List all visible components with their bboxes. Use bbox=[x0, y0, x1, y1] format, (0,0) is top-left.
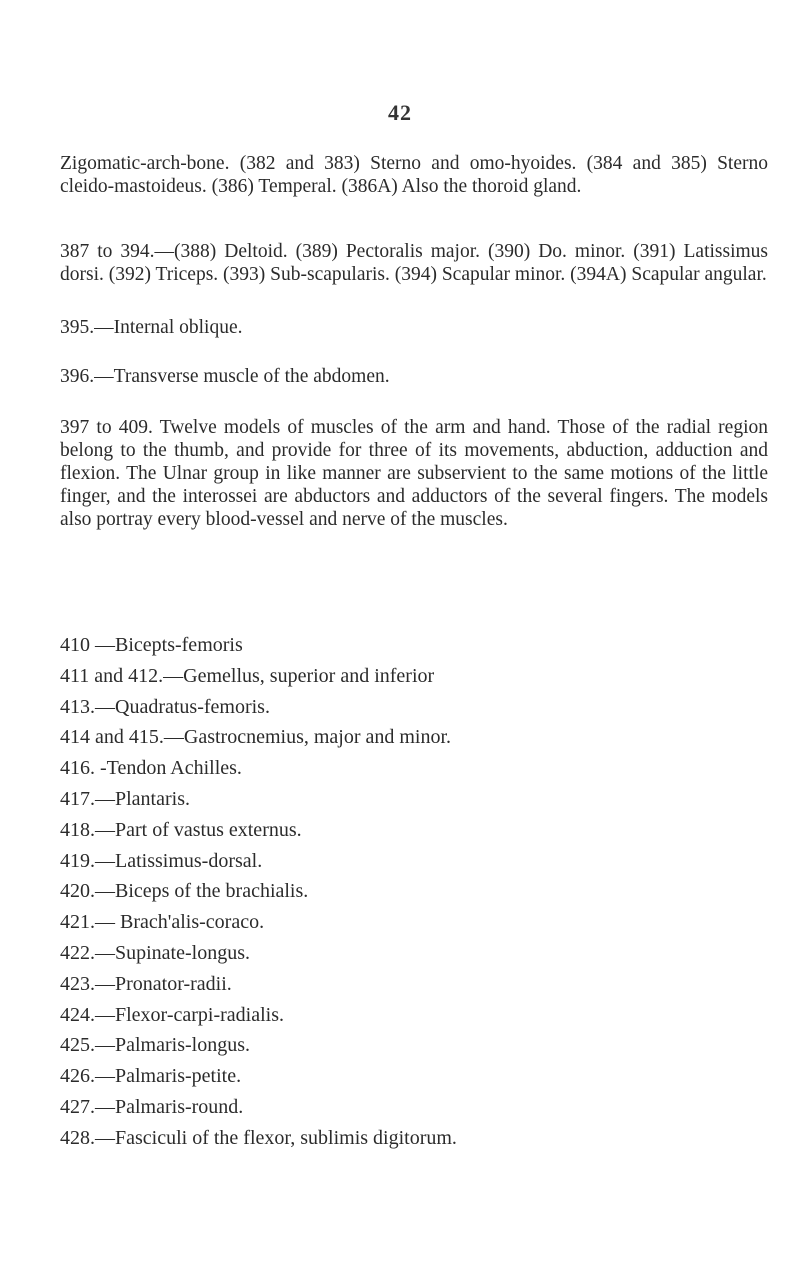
paragraph-text: Zigomatic-arch-bone. (382 and 383) Sterno and omo-hyoides. (384 and 385) Sterno cleido-mastoideus. (386) Temperal. (386A) Also the thoroid gland. bbox=[60, 153, 768, 197]
paragraph-text: 397 to 409. Twelve models of muscles of the arm and hand. Those of the radial region belong to the thumb, and provide for three of its movements, abduction, adduction and flexion. The Ulnar group in like manner are subservient to the same motions of the little finger, and the interossei are abductors and adductors of the several fingers. The models also portray every blood-vessel and nerve of the muscles. bbox=[60, 417, 768, 530]
list-item: 422.—Supinate-longus. bbox=[60, 941, 250, 964]
list-item: 416. -Tendon Achilles. bbox=[60, 757, 242, 780]
paragraph-text: 396.—Transverse muscle of the abdomen. bbox=[60, 366, 390, 387]
list-item: 423.—Pronator-radii. bbox=[60, 972, 232, 995]
paragraph-text: 395.—Internal oblique. bbox=[60, 317, 243, 338]
list-item: 428.—Fasciculi of the flexor, sublimis digitorum. bbox=[60, 1126, 457, 1149]
list-item: 425.—Palmaris-longus. bbox=[60, 1034, 250, 1057]
list-item: 411 and 412.—Gemellus, superior and inferior bbox=[60, 664, 435, 687]
list-item: 410 —Bicepts-femoris bbox=[60, 634, 243, 656]
paragraph-text: 387 to 394.—(388) Deltoid. (389) Pectoralis major. (390) Do. minor. (391) Latissimus dorsi. (392) Triceps. (393) Sub-scapularis. (394) Scapular minor. (394A) Scapular angular. bbox=[60, 241, 768, 285]
paragraph-arm-hand-models bbox=[60, 416, 768, 531]
page-number: 42 bbox=[388, 100, 412, 125]
list-item: 424.—Flexor-carpi-radialis. bbox=[60, 1003, 284, 1026]
muscle-model-list bbox=[60, 630, 768, 1154]
paragraph-internal-oblique bbox=[60, 316, 768, 339]
paragraph-zigomatic bbox=[60, 152, 768, 198]
list-item: 413.—Quadratus-femoris. bbox=[60, 695, 270, 718]
list-item: 426.—Palmaris-petite. bbox=[60, 1065, 242, 1088]
list-item: 418.—Part of vastus externus. bbox=[60, 818, 302, 841]
list-item: 417.—Plantaris. bbox=[60, 787, 190, 810]
list-item: 414 and 415.—Gastrocnemius, major and minor. bbox=[60, 726, 452, 749]
paragraph-transverse-muscle bbox=[60, 365, 768, 388]
list-item: 421.— Brach'alis-coraco. bbox=[60, 911, 265, 934]
list-item: 420.—Biceps of the brachialis. bbox=[60, 880, 309, 903]
list-item: 419.—Latissimus-dorsal. bbox=[60, 849, 263, 872]
paragraph-deltoid-group bbox=[60, 240, 768, 286]
list-item: 427.—Palmaris-round. bbox=[60, 1095, 244, 1118]
